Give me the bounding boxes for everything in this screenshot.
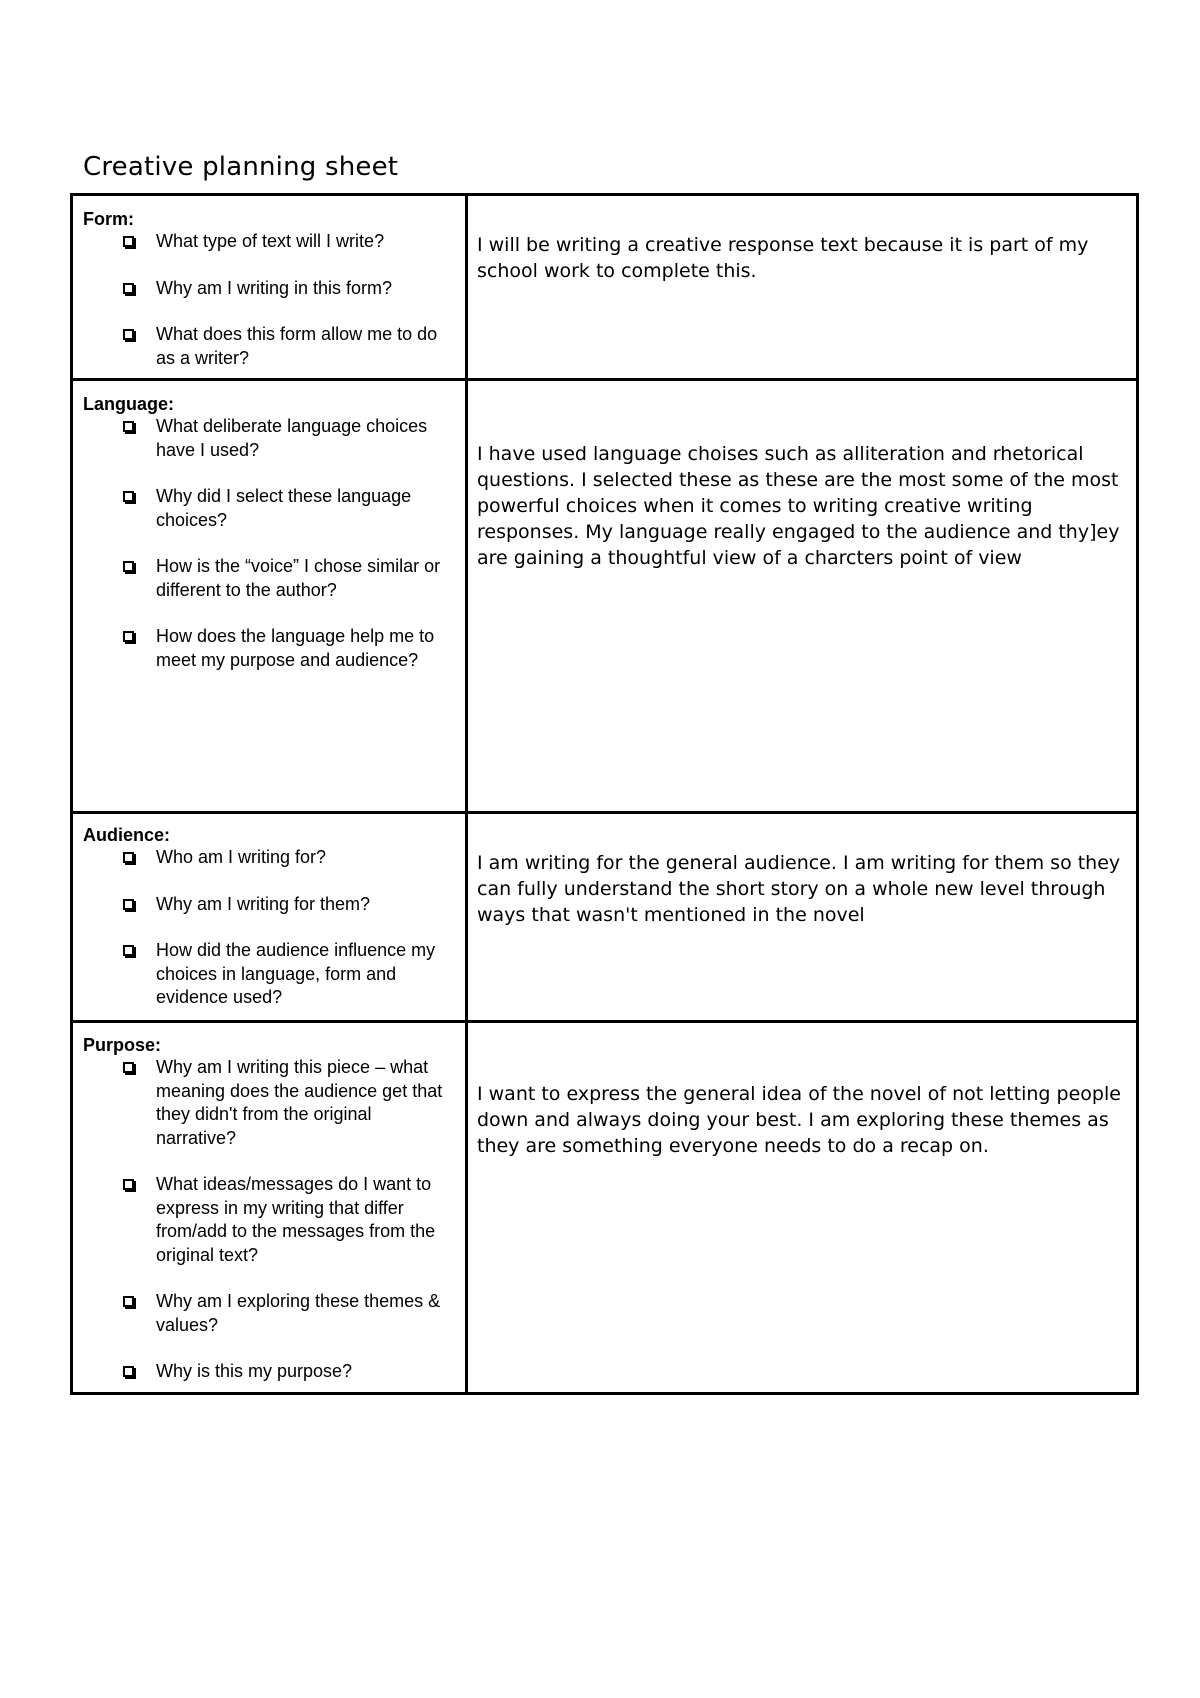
checkbox-icon[interactable] [123,631,134,642]
checklist-item: How did the audience influence my choices in language, form and evidence used? [83,939,455,1010]
form-answer: I will be writing a creative response text because it is part of my school work to complete this. [477,234,1089,282]
checkbox-icon[interactable] [123,1366,134,1377]
language-label: Language: [83,394,175,414]
planning-table [70,193,1139,1395]
audience-questions-cell [72,813,467,1022]
checklist-item: Why am I writing this piece – what meaning does the audience get that they didn't from the original narrative? [83,1056,455,1150]
checklist-item: Why is this my purpose? [83,1360,455,1384]
audience-row [72,813,1138,1022]
checklist-item: What type of text will I write? [83,230,455,254]
checklist-item: How is the “voice” I chose similar or different to the author? [83,555,455,602]
language-questions-cell [72,380,467,813]
audience-label: Audience: [83,825,171,845]
purpose-answer: I want to express the general idea of the novel of not letting people down and always doing your best. I am exploring these themes as they are something everyone needs to do a recap on. [477,1083,1121,1157]
purpose-row [72,1022,1138,1394]
language-answer-cell[interactable] [467,380,1138,813]
checkbox-icon[interactable] [123,421,134,432]
checkbox-icon[interactable] [123,491,134,502]
form-row [72,195,1138,380]
checkbox-icon[interactable] [123,329,134,340]
form-answer-cell[interactable] [467,195,1138,380]
form-question-list [83,230,455,370]
language-row [72,380,1138,813]
purpose-question-list [83,1056,455,1384]
checklist-item: Why am I writing in this form? [83,277,455,301]
checkbox-icon[interactable] [123,852,134,863]
checkbox-icon[interactable] [123,1179,134,1190]
purpose-questions-cell [72,1022,467,1394]
checklist-item: What does this form allow me to do as a writer? [83,323,455,370]
checkbox-icon[interactable] [123,1062,134,1073]
page-title: Creative planning sheet [83,152,399,182]
audience-answer: I am writing for the general audience. I am writing for them so they can fully understand the short story on a whole new level through ways that wasn't mentioned in the novel [477,852,1121,926]
checklist-item: Why did I select these language choices? [83,485,455,532]
checkbox-icon[interactable] [123,1296,134,1307]
checklist-item: What deliberate language choices have I used? [83,415,455,462]
form-label: Form: [83,209,134,229]
checklist-item: How does the language help me to meet my purpose and audience? [83,625,455,672]
checkbox-icon[interactable] [123,561,134,572]
checkbox-icon[interactable] [123,945,134,956]
audience-answer-cell[interactable] [467,813,1138,1022]
checklist-item: Why am I exploring these themes & values? [83,1290,455,1337]
language-answer: I have used language choises such as alliteration and rhetorical questions. I selected these as these are the most some of the most powerful choices when it comes to writing creative writing responses. My language really engaged to the audience and thy]ey are gaining a thoughtful view of a charcters point of view [477,443,1120,569]
checklist-item: What ideas/messages do I want to express in my writing that differ from/add to the messages from the original text? [83,1173,455,1267]
language-question-list [83,415,455,672]
form-questions-cell [72,195,467,380]
purpose-label: Purpose: [83,1035,162,1055]
checkbox-icon[interactable] [123,899,134,910]
checkbox-icon[interactable] [123,236,134,247]
checklist-item: Who am I writing for? [83,846,455,870]
checkbox-icon[interactable] [123,283,134,294]
purpose-answer-cell[interactable] [467,1022,1138,1394]
audience-question-list [83,846,455,1010]
checklist-item: Why am I writing for them? [83,893,455,917]
